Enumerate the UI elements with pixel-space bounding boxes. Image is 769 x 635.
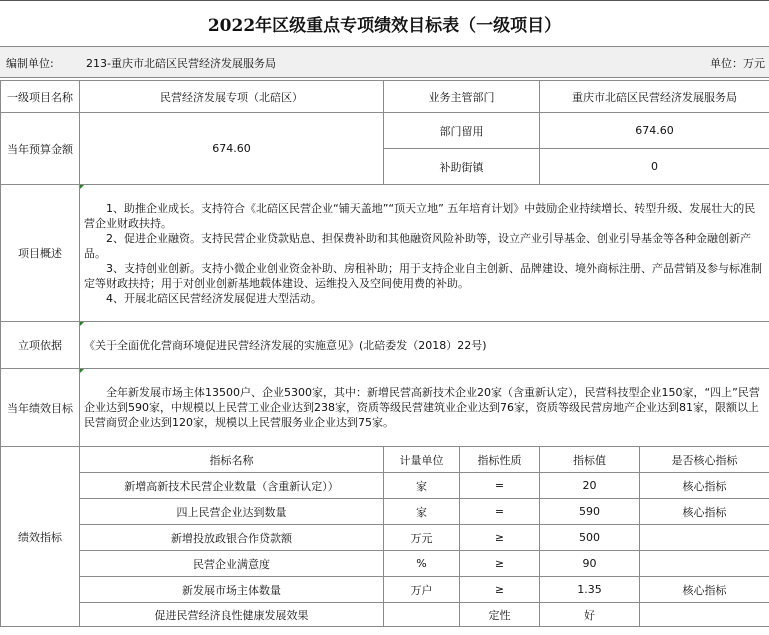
indicator-value: 20 (540, 473, 640, 499)
indicator-nature: = (460, 499, 540, 525)
indicator-value: 好 (540, 603, 640, 627)
indicator-name: 新增高新技术民营企业数量（含重新认定）） (80, 473, 384, 499)
indicator-nature: = (460, 473, 540, 499)
table-row (1, 603, 769, 627)
overview-line: 3、支持创业创新。支持小微企业创业资金补助、房租补助；用于支持企业自主创新、品牌建设、境外商标注册、产品营销及参与标准制定等财政扶持；用于对创业创新基地载体建设、运维投入及空间使用费的补助。 (84, 261, 762, 290)
indicator-name: 促进民营经济良性健康发展效果 (80, 603, 384, 627)
performance-table (0, 80, 769, 627)
header-name: 指标名称 (80, 447, 384, 473)
indicator-name: 新增投放政银合作贷款额 (80, 525, 384, 551)
table-row (1, 577, 769, 603)
indicators-label: 绩效指标 (1, 447, 80, 627)
project-name-value: 民营经济发展专项（北碚区） (80, 81, 384, 113)
budget-retained-label: 部门留用 (384, 113, 540, 149)
table-row (1, 551, 769, 577)
header-nature: 指标性质 (460, 447, 540, 473)
indicator-nature: 定性 (460, 603, 540, 627)
table-row (1, 473, 769, 499)
overview-label: 项目概述 (1, 185, 80, 322)
indicator-value: 1.35 (540, 577, 640, 603)
overview-line: 4、开展北碚区民营经济发展促进大型活动。 (106, 291, 322, 305)
basis-value: 《关于全面优化营商环境促进民营经济发展的实施意见》(北碚委发（2018）22号) (80, 322, 769, 369)
indicator-value: 500 (540, 525, 640, 551)
budget-subsidy-label: 补助街镇 (384, 149, 540, 185)
overview-row (1, 185, 769, 322)
unit-label: 编制单位: (6, 57, 54, 70)
indicator-unit: 家 (384, 473, 460, 499)
budget-retained-value: 674.60 (540, 113, 769, 149)
indicator-unit: 万户 (384, 577, 460, 603)
indicator-unit: % (384, 551, 460, 577)
meta-bar (0, 46, 769, 78)
indicator-nature: ≥ (460, 551, 540, 577)
indicator-value: 90 (540, 551, 640, 577)
indicator-unit: 家 (384, 499, 460, 525)
dept-label: 业务主管部门 (384, 81, 540, 113)
budget-value: 674.60 (80, 113, 384, 185)
indicator-unit (384, 603, 460, 627)
header-core: 是否核心指标 (640, 447, 769, 473)
goal-label: 当年绩效目标 (1, 369, 80, 447)
indicator-core (640, 551, 769, 577)
indicator-nature: ≥ (460, 525, 540, 551)
indicator-core: 核心指标 (640, 577, 769, 603)
project-row (1, 81, 769, 113)
overview-text (80, 185, 769, 322)
indicator-unit: 万元 (384, 525, 460, 551)
project-name-label: 一级项目名称 (1, 81, 80, 113)
table-row (1, 499, 769, 525)
unit-value: 213-重庆市北碚区民营经济发展服务局 (86, 57, 276, 70)
indicator-name: 四上民营企业达到数量 (80, 499, 384, 525)
budget-label: 当年预算金额 (1, 113, 80, 185)
indicator-core (640, 525, 769, 551)
indicator-header-row (1, 447, 769, 473)
overview-line: 2、促进企业融资。支持民营企业贷款贴息、担保费补助和其他融资风险补助等，设立产业引导基金、创业引导基金等各种金融创新产品。 (84, 231, 751, 260)
table-row (1, 525, 769, 551)
indicator-core (640, 603, 769, 627)
basis-row (1, 322, 769, 369)
indicator-nature: ≥ (460, 577, 540, 603)
dept-value: 重庆市北碚区民营经济发展服务局 (540, 81, 769, 113)
page-title: 2022年区级重点专项绩效目标表（一级项目） (0, 0, 769, 45)
budget-row-retained (1, 113, 769, 149)
goal-row (1, 369, 769, 447)
overview-line: 1、助推企业成长。支持符合《北碚区民营企业“铺天盖地”“顶天立地” 五年培育计划》中鼓励企业持续增长、转型升级、发展壮大的民营企业财政扶持。 (84, 201, 756, 230)
indicator-core: 核心指标 (640, 473, 769, 499)
header-value: 指标值 (540, 447, 640, 473)
currency-label: 单位：万元 (710, 57, 765, 70)
indicator-name: 民营企业满意度 (80, 551, 384, 577)
header-unit: 计量单位 (384, 447, 460, 473)
indicator-core: 核心指标 (640, 499, 769, 525)
goal-value: 全年新发展市场主体13500户、企业5300家，其中：新增民营高新技术企业20家（含重新认定），民营科技型企业150家，“四上”民营企业达到590家，中规模以上民营工业企业达到238家，资质等级民营建筑业企业达到76家，资质等级民营房地产企业达到81家，限额以上民营商贸企业达到120家，规模以上民营服务业企业达到75家。 (80, 369, 769, 447)
indicator-value: 590 (540, 499, 640, 525)
basis-label: 立项依据 (1, 322, 80, 369)
indicator-name: 新发展市场主体数量 (80, 577, 384, 603)
budget-subsidy-value: 0 (540, 149, 769, 185)
